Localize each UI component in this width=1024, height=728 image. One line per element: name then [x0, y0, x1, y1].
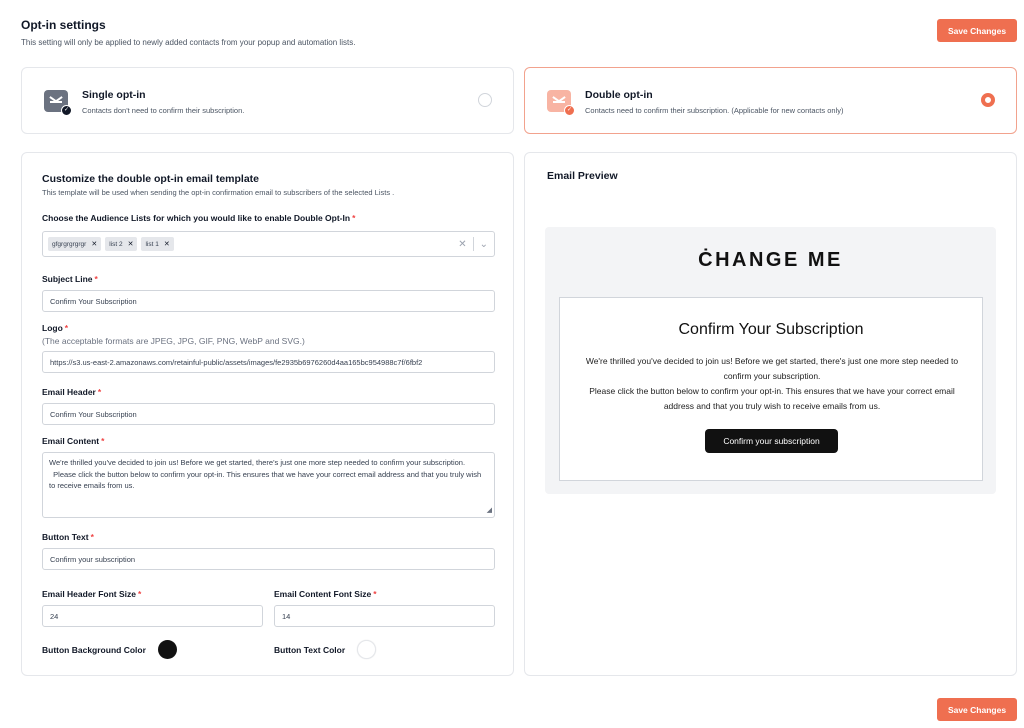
double-opt-in-desc: Contacts need to confirm their subscription. (Applicable for new contacts only) [585, 106, 844, 115]
email-card [559, 297, 983, 481]
audience-lists-select[interactable] [42, 231, 495, 257]
email-header-label: Email Header * [42, 387, 102, 397]
double-check-badge-icon: ✓ [564, 105, 575, 116]
content-font-size-input[interactable]: 14 [274, 605, 495, 627]
logo-hint: (The acceptable formats are JPEG, JPG, GIF, PNG, WebP and SVG.) [42, 336, 305, 346]
button-text-label: Button Text * [42, 532, 94, 542]
button-text-color-swatch[interactable] [357, 640, 376, 659]
header-font-size-label: Email Header Font Size * [42, 589, 142, 599]
single-opt-in-title: Single opt-in [82, 89, 146, 101]
save-changes-button-top[interactable]: Save Changes [937, 19, 1017, 42]
button-bg-color-label: Button Background Color [42, 644, 146, 655]
double-opt-in-radio[interactable] [981, 93, 995, 107]
resize-handle-icon[interactable]: ◢ [486, 506, 492, 514]
email-body: We're thrilled you've decided to join us! Before we get started, there's just one more step needed to confirm your subscription. Please click the button below to confirm your opt-in. This ensures that we have your correct email address and that you truly wish to receive emails from us. [585, 356, 959, 411]
button-bg-color-swatch[interactable] [158, 640, 177, 659]
envelope-icon [547, 90, 571, 112]
logo-label: Logo * [42, 323, 69, 333]
subject-label: Subject Line * [42, 274, 98, 284]
form-subtitle: This template will be used when sending the opt-in confirmation email to subscribers of the selected Lists . [42, 188, 395, 197]
envelope-icon [44, 90, 68, 112]
chevron-down-icon[interactable]: ⌄ [479, 238, 488, 250]
button-text-input[interactable]: Confirm your subscription [42, 548, 495, 570]
header-font-size-input[interactable]: 24 [42, 605, 263, 627]
email-content-textarea[interactable]: We're thrilled you've decided to join us! Before we get started, there's just one more step needed to confirm your subscription. Please click the button below to confirm your opt-in. This ensures that we have your correct email address and that you truly wish to receive emails from us. ◢ [42, 452, 495, 518]
remove-chip-icon[interactable]: ✕ [91, 241, 98, 248]
form-title: Customize the double opt-in email template [42, 173, 260, 185]
email-content-label: Email Content * [42, 436, 105, 446]
single-opt-in-card[interactable] [21, 67, 514, 134]
double-opt-in-title: Double opt-in [585, 89, 653, 101]
page-title: Opt-in settings [21, 18, 106, 32]
confirm-subscription-button[interactable]: Confirm your subscription [705, 429, 838, 453]
email-heading: Confirm Your Subscription [678, 321, 864, 338]
template-form-panel [21, 152, 514, 676]
preview-canvas [545, 227, 996, 494]
logo-url-input[interactable]: https://s3.us-east-2.amazonaws.com/retainful-public/assets/images/fe2935b6976260d4aa165bc954988c7f/6fbf2 [42, 351, 495, 373]
button-text-color-label: Button Text Color [274, 644, 346, 655]
double-opt-in-card[interactable] [524, 67, 1017, 134]
list-chip: list 1 ✕ [141, 237, 173, 251]
list-chip: gfgrgrgrgrgr ✕ [48, 237, 101, 251]
email-header-input[interactable]: Confirm Your Subscription [42, 403, 495, 425]
list-chip: list 2 ✕ [105, 237, 137, 251]
preview-title: Email Preview [547, 170, 618, 182]
save-changes-button-bottom[interactable]: Save Changes [937, 698, 1017, 721]
content-font-size-label: Email Content Font Size * [274, 589, 377, 599]
subject-input[interactable]: Confirm Your Subscription [42, 290, 495, 312]
email-preview-panel [524, 152, 1017, 676]
remove-chip-icon[interactable]: ✕ [127, 241, 134, 248]
remove-chip-icon[interactable]: ✕ [163, 241, 170, 248]
check-badge-icon: ✓ [61, 105, 72, 116]
brand-logo: ĊHANGE ME [698, 249, 843, 271]
page-subtitle: This setting will only be applied to newly added contacts from your popup and automation lists. [21, 38, 356, 47]
lists-label: Choose the Audience Lists for which you would like to enable Double Opt-In * [42, 213, 356, 223]
clear-all-icon[interactable]: ✕ [458, 238, 467, 250]
page-header [21, 18, 1001, 47]
single-opt-in-desc: Contacts don't need to confirm their subscription. [82, 106, 245, 115]
single-opt-in-radio[interactable] [478, 93, 492, 107]
